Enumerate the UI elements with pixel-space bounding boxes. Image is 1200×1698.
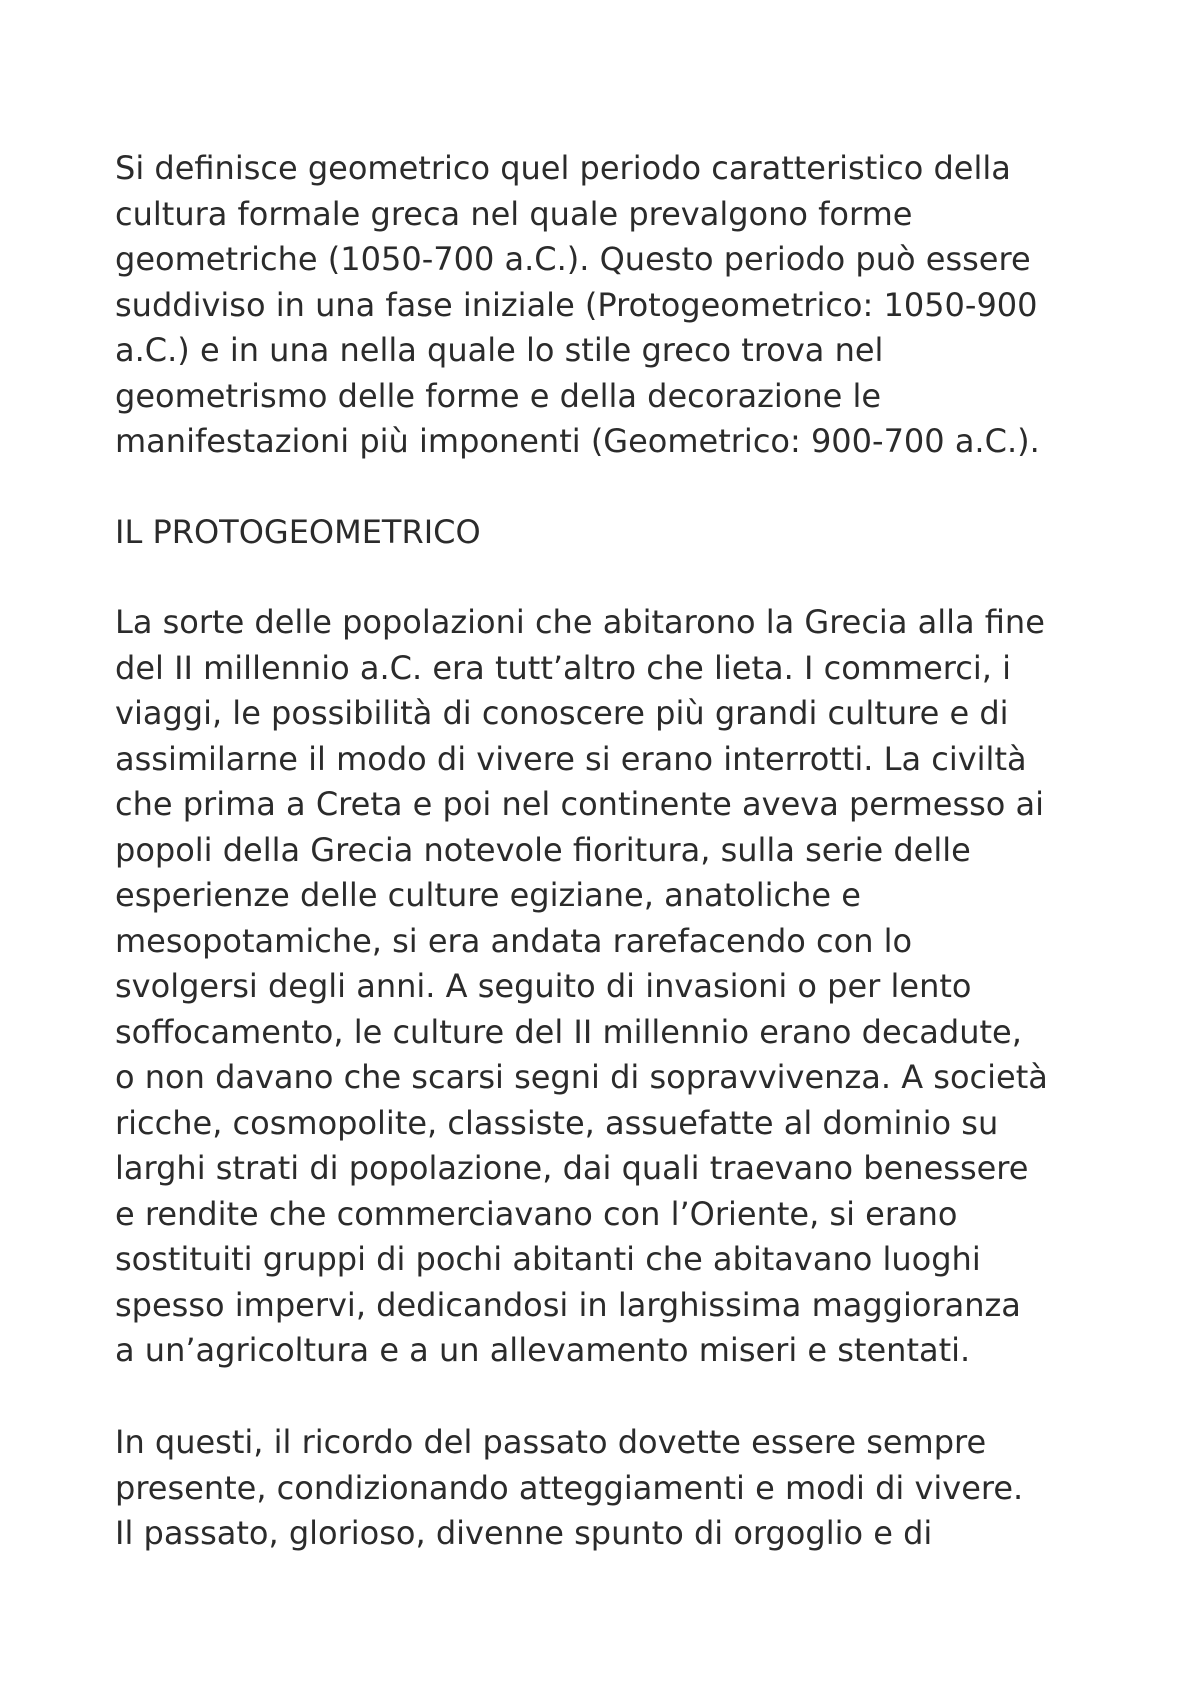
text-line: ricche, cosmopolite, classiste, assuefatte al dominio su (115, 1103, 999, 1142)
text-line: La sorte delle popolazioni che abitarono la Grecia alla fine (115, 603, 1045, 641)
text-line: viaggi, le possibilità di conoscere più grandi culture e di (115, 694, 1009, 732)
text-line: larghi strati di popolazione, dai quali traevano benessere (115, 1149, 1029, 1187)
text-line: soffocamento, le culture del II millennio erano decadute, (115, 1012, 1022, 1051)
text-line: Il passato, glorioso, divenne spunto di orgoglio e di (115, 1514, 933, 1552)
body-paragraph (115, 1420, 1115, 1557)
text-line: assimilarne il modo di vivere si erano interrotti. La civiltà (115, 739, 1027, 778)
text-line: manifestazioni più imponenti (Geometrico: 900-700 a.C.). (115, 422, 1040, 460)
intro-paragraph (115, 146, 1115, 465)
section-heading (115, 510, 1115, 556)
text-line: che prima a Creta e poi nel continente aveva permesso ai (115, 785, 1045, 823)
text-line: del II millennio a.C. era tutt’altro che lieta. I commerci, i (115, 648, 1011, 687)
text-line: presente, condizionando atteggiamenti e modi di vivere. (115, 1468, 1024, 1507)
text-line: geometriche (1050-700 a.C.). Questo periodo può essere (115, 240, 1031, 278)
text-line: a.C.) e in una nella quale lo stile greco trova nel (115, 331, 884, 369)
text-line: esperienze delle culture egiziane, anatoliche e (115, 876, 861, 914)
text-line: geometrismo delle forme e della decorazione le (115, 376, 882, 415)
body-paragraph (115, 600, 1115, 1374)
text-line: e rendite che commerciavano con l’Oriente, si erano (115, 1194, 958, 1233)
text-line: Si definisce geometrico quel periodo caratteristico della (115, 149, 1011, 187)
text-line: popoli della Grecia notevole fioritura, sulla serie delle (115, 830, 971, 869)
text-line: o non davano che scarsi segni di sopravvivenza. A società (115, 1058, 1048, 1096)
text-line: In questi, il ricordo del passato dovette essere sempre (115, 1423, 987, 1461)
text-line: svolgersi degli anni. A seguito di invasioni o per lento (115, 967, 972, 1005)
text-line: sostituiti gruppi di pochi abitanti che abitavano luoghi (115, 1240, 981, 1278)
text-line: mesopotamiche, si era andata rarefacendo con lo (115, 921, 913, 960)
text-line: a un’agricoltura e a un allevamento miseri e stentati. (115, 1331, 971, 1369)
text-line: suddiviso in una fase iniziale (Protogeometrico: 1050-900 (115, 285, 1038, 324)
text-line: cultura formale greca nel quale prevalgono forme (115, 194, 913, 233)
text-line: spesso impervi, dedicandosi in larghissima maggioranza (115, 1285, 1021, 1324)
section-heading-text: IL PROTOGEOMETRICO (115, 513, 481, 551)
